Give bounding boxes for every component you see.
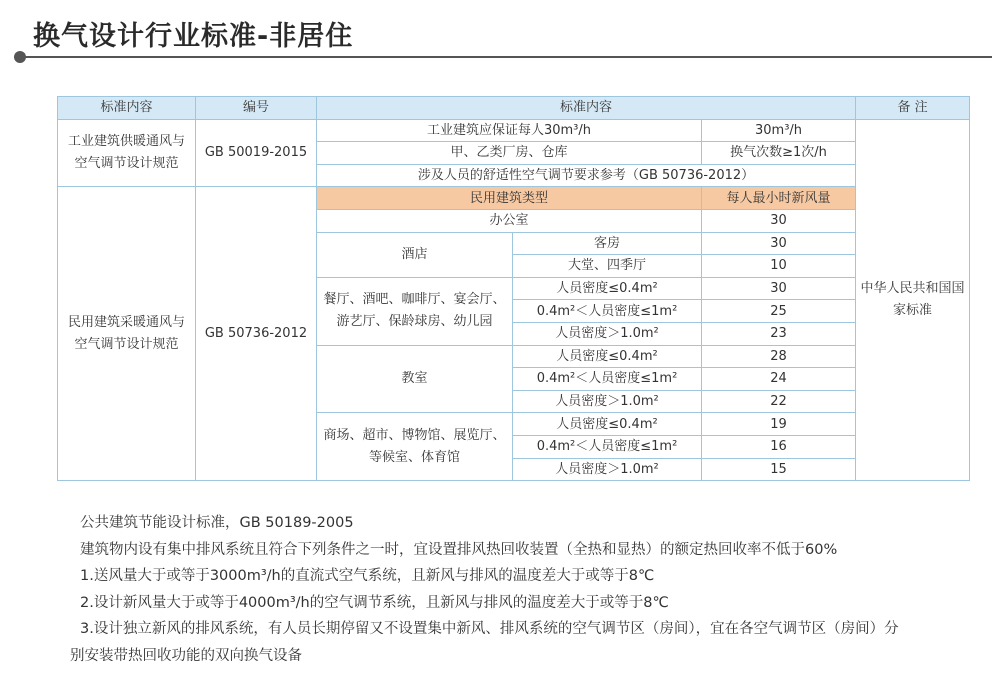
table-row	[58, 187, 970, 210]
table-header-row	[58, 97, 970, 120]
table-cell: 0.4m²＜人员密度≤1m²	[513, 368, 702, 391]
table-cell: 30	[702, 277, 856, 300]
note-line: 1.送风量大于或等于3000m³/h的直流式空气系统，且新风与排风的温度差大于或等于8℃	[80, 568, 655, 584]
note-line: 别安装带热回收功能的双向换气设备	[70, 647, 302, 664]
note-line: 建筑物内设有集中排风系统且符合下列条件之一时，宜设置排风热回收装置（全热和显热）的额定热回收率不低于60%	[80, 541, 838, 558]
title-rule	[20, 56, 992, 58]
category-cell: 教室	[317, 345, 513, 413]
category-cell: 餐厅、酒吧、咖啡厅、宴会厅、游艺厅、保龄球房、幼儿园	[317, 277, 513, 345]
table-cell: 30	[702, 232, 856, 255]
standard2-name: 民用建筑采暖通风与空气调节设计规范	[58, 187, 196, 481]
table-cell: 大堂、四季厅	[513, 255, 702, 278]
table-cell: 人员密度≤0.4m²	[513, 345, 702, 368]
standard1-name: 工业建筑供暖通风与空气调节设计规范	[58, 119, 196, 187]
table-cell: 人员密度≤0.4m²	[513, 413, 702, 436]
table-row	[58, 119, 970, 142]
table-cell: 15	[702, 458, 856, 481]
table-cell: 甲、乙类厂房、仓库	[317, 142, 702, 165]
table-cell: 30m³/h	[702, 119, 856, 142]
table-cell: 换气次数≥1次/h	[702, 142, 856, 165]
sub-header-type: 民用建筑类型	[317, 187, 702, 210]
sub-header-value: 每人最小时新风量	[702, 187, 856, 210]
table-cell: 涉及人员的舒适性空气调节要求参考（GB 50736-2012）	[317, 164, 856, 187]
standard1-code: GB 50019-2015	[196, 119, 317, 187]
table-cell: 23	[702, 322, 856, 345]
table-cell: 22	[702, 390, 856, 413]
header-remark: 备 注	[856, 97, 970, 120]
header-content-detail: 标准内容	[317, 97, 856, 120]
table-cell: 人员密度＞1.0m²	[513, 458, 702, 481]
header-code: 编号	[196, 97, 317, 120]
table-cell: 30	[702, 209, 856, 232]
note-line: 公共建筑节能设计标准，GB 50189-2005	[80, 515, 354, 531]
table-cell: 人员密度＞1.0m²	[513, 322, 702, 345]
notes-section	[70, 510, 980, 669]
page-title: 换气设计行业标准-非居住	[33, 21, 354, 52]
note-line: 3.设计独立新风的排风系统，有人员长期停留又不设置集中新风、排风系统的空气调节区（房间），宜在各空气调节区（房间）分	[80, 621, 899, 637]
note-line: 2.设计新风量大于或等于4000m³/h的空气调节系统，且新风与排风的温度差大于或等于8℃	[80, 594, 669, 611]
table-cell: 10	[702, 255, 856, 278]
table-cell: 客房	[513, 232, 702, 255]
table-cell: 19	[702, 413, 856, 436]
table-cell: 0.4m²＜人员密度≤1m²	[513, 435, 702, 458]
table-cell: 24	[702, 368, 856, 391]
category-cell: 酒店	[317, 232, 513, 277]
table-cell: 16	[702, 435, 856, 458]
table-cell: 办公室	[317, 209, 702, 232]
header-content: 标准内容	[58, 97, 196, 120]
table-cell: 工业建筑应保证每人30m³/h	[317, 119, 702, 142]
table-cell: 人员密度＞1.0m²	[513, 390, 702, 413]
standards-table	[57, 96, 970, 481]
table-cell: 人员密度≤0.4m²	[513, 277, 702, 300]
table-cell: 25	[702, 300, 856, 323]
table-cell: 0.4m²＜人员密度≤1m²	[513, 300, 702, 323]
category-cell: 商场、超市、博物馆、展览厅、等候室、体育馆	[317, 413, 513, 481]
standard2-code: GB 50736-2012	[196, 187, 317, 481]
remark-cell: 中华人民共和国国家标准	[856, 119, 970, 481]
table-cell: 28	[702, 345, 856, 368]
